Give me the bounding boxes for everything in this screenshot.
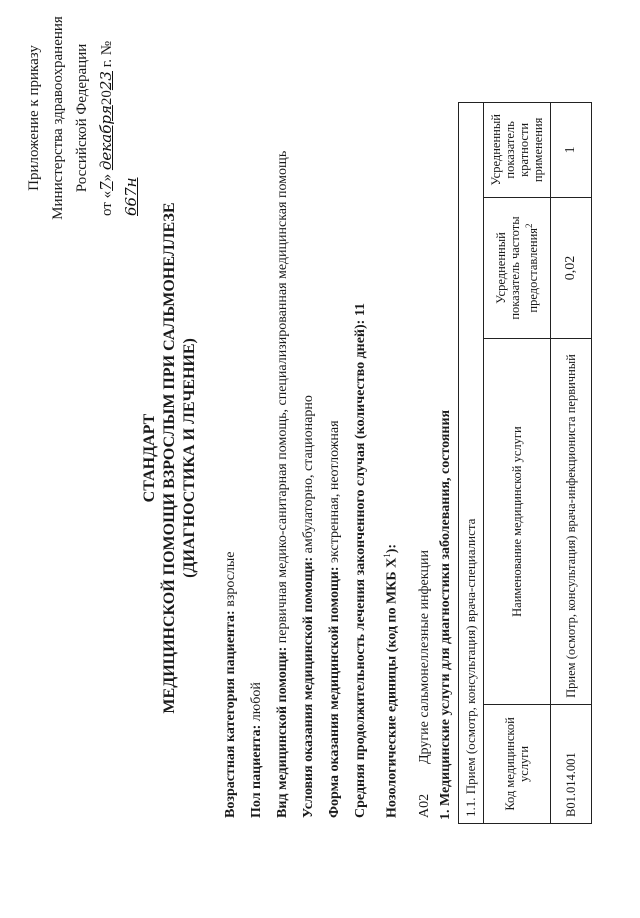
approval-number-label: г. № xyxy=(99,40,115,68)
approval-line-3: Российской Федерации xyxy=(74,43,90,193)
table-row xyxy=(551,103,592,824)
cell-name: Прием (осмотр, консультация) врача-инфекциониста первичный xyxy=(551,339,592,705)
approval-line-1: Приложение к приказу xyxy=(26,45,42,191)
cell-frequency: 0,02 xyxy=(551,197,592,339)
cell-code: B01.014.001 xyxy=(551,704,592,823)
approval-stamp xyxy=(22,8,144,228)
nosology-code: A02 xyxy=(416,793,432,818)
approval-year: 23 xyxy=(97,71,115,91)
table-header-row xyxy=(484,103,551,824)
param-nosology-label: Нозологические единицы (код по МКБ $X^1$): xyxy=(382,543,400,818)
approval-year-prefix: 20 xyxy=(99,90,115,106)
approval-number: 667н xyxy=(122,177,140,216)
approval-line-2: Министерства здравоохранения xyxy=(50,16,66,220)
param-duration: Средняя продолжительность лечения законченного случая (количество дней): 11 xyxy=(353,302,368,818)
standard-parameters xyxy=(218,38,438,818)
header-frequency: Усредненный показатель частоты предоставления$^2$ xyxy=(484,197,551,339)
param-age: Возрастная категория пациента: взрослые xyxy=(223,551,238,818)
document-title xyxy=(140,138,200,778)
section-1-heading: 1. Медицинские услуги для диагностики заболевания, состояния xyxy=(438,409,453,820)
title-line-3: (ДИАГНОСТИКА И ЛЕЧЕНИЕ) xyxy=(181,338,198,578)
nosology-entry xyxy=(412,38,438,818)
approval-from: от « xyxy=(99,190,115,216)
nosology-name: Другие сальмонеллезные инфекции xyxy=(416,549,432,764)
services-table xyxy=(458,102,592,824)
cell-multiplicity: 1 xyxy=(551,103,592,198)
title-word: СТАНДАРТ xyxy=(141,413,158,503)
header-code: Код медицинской услуги xyxy=(484,704,551,823)
param-care-type: Вид медицинской помощи: первичная медико-санитарная помощь, специализированная медицинская помощь xyxy=(275,150,290,818)
approval-day: 7 xyxy=(97,181,115,191)
param-form: Форма оказания медицинской помощи: экстренная, неотложная xyxy=(327,420,342,818)
header-name: Наименование медицинской услуги xyxy=(484,339,551,705)
header-multiplicity: Усредненный показатель кратности применения xyxy=(484,103,551,198)
subsection-title: 1.1. Прием (осмотр, консультация) врача-специалиста xyxy=(459,103,484,824)
approval-month: декабря xyxy=(97,105,115,171)
subsection-row xyxy=(459,103,484,824)
param-sex: Пол пациента: любой xyxy=(249,682,264,818)
title-line-2: МЕДИЦИНСКОЙ ПОМОЩИ ВЗРОСЛЫМ ПРИ САЛЬМОНЕЛЛЕЗЕ xyxy=(161,202,178,714)
approval-quote: » xyxy=(99,173,115,182)
param-conditions: Условия оказания медицинской помощи: амбулаторно, стационарно xyxy=(301,395,316,818)
approval-date-line xyxy=(94,8,144,228)
